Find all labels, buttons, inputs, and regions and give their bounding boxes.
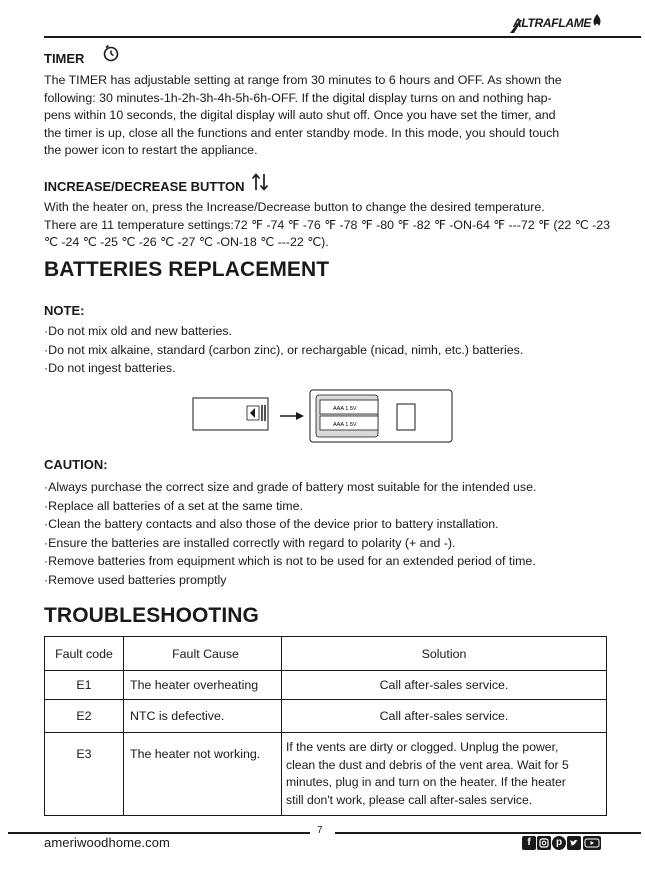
list-item: ·Ensure the batteries are installed correctly with regard to polarity (+ and -). <box>44 535 456 550</box>
timer-line: the power icon to restart the appliance. <box>44 143 258 157</box>
battery-label-1: AAA 1.5V <box>333 406 357 412</box>
timer-heading: TIMER <box>44 51 85 66</box>
fault-code-cell: E1 <box>45 671 124 700</box>
instagram-icon[interactable] <box>537 836 551 850</box>
list-item: ·Always purchase the correct size and grade of battery most suitable for the intended use. <box>44 480 537 494</box>
incdec-line: There are 11 temperature settings:72 ℉ -74 ℉ -76 ℉ -78 ℉ -80 ℉ -82 ℉ -ON-64 ℉ ---72 ℉ (22 ℃ -23 <box>44 217 610 232</box>
up-down-arrows-icon <box>250 172 270 197</box>
list-item: ·Do not ingest batteries. <box>44 361 176 375</box>
footer-rule-right <box>335 832 641 834</box>
batteries-heading: BATTERIES REPLACEMENT <box>44 258 330 281</box>
list-item: ·Do not mix alkaine, standard (carbon zinc), or rechargable (nicad, nimh, etc.) batteries. <box>44 342 524 357</box>
timer-line: pens within 10 seconds, the digital display will auto shut off. Once you have set the timer, and <box>44 108 556 122</box>
fault-cause-cell: The heater not working. <box>124 733 282 816</box>
twitter-icon[interactable] <box>567 836 581 850</box>
solution-line: clean the dust and debris of the vent area. Wait for 5 <box>286 757 569 772</box>
solution-cell <box>282 733 607 816</box>
battery-label-2: AAA 1.5V <box>333 422 357 428</box>
battery-replacement-diagram <box>192 388 454 449</box>
incdec-line: ℃ -24 ℃ -25 ℃ -26 ℃ -27 ℃ -ON-18 ℃ ---22 ℃). <box>44 235 329 249</box>
column-header-solution: Solution <box>282 637 607 671</box>
solution-cell: Call after-sales service. <box>282 671 607 700</box>
incdec-paragraph <box>44 199 634 252</box>
fault-cause-cell: The heater overheating <box>124 671 282 700</box>
solution-cell: Call after-sales service. <box>282 700 607 733</box>
table-row <box>45 700 607 733</box>
header-rule <box>44 36 641 38</box>
brand-flame-icon <box>592 14 602 33</box>
troubleshooting-table <box>44 636 607 816</box>
list-item: ·Remove used batteries promptly <box>44 572 227 587</box>
note-list <box>44 322 523 378</box>
pinterest-icon[interactable]: p <box>552 836 566 850</box>
note-heading: NOTE: <box>44 303 85 318</box>
list-item: ·Clean the battery contacts and also those of the device prior to battery installation. <box>44 517 499 531</box>
youtube-icon[interactable] <box>583 836 601 850</box>
column-header-fault-code: Fault code <box>45 637 124 671</box>
caution-list <box>44 478 536 589</box>
facebook-icon[interactable]: f <box>522 836 536 850</box>
timer-line: following: 30 minutes-1h-2h-3h-4h-5h-6h-OFF. If the digital display turns on and nothing hap- <box>44 90 552 105</box>
list-item: ·Do not mix old and new batteries. <box>44 324 233 338</box>
timer-line: the timer is up, close all the functions and enter standby mode. In this mode, you should touch <box>44 125 560 140</box>
list-item: ·Remove batteries from equipment which is not to be used for an extended period of time. <box>44 554 536 568</box>
timer-line: The TIMER has adjustable setting at range from 30 minutes to 6 hours and OFF. As shown the <box>44 73 562 87</box>
troubleshooting-heading: TROUBLESHOOTING <box>44 604 259 627</box>
table-row <box>45 671 607 700</box>
incdec-heading: INCREASE/DECREASE BUTTON <box>44 179 245 194</box>
timer-icon <box>102 44 120 67</box>
timer-paragraph <box>44 72 604 160</box>
solution-line: minutes, plug in and turn on the heater. If the heater <box>286 775 566 789</box>
fault-code-cell: E3 <box>45 733 124 816</box>
page-number: 7 <box>317 825 323 836</box>
brand-logo: ALTRAFLAME <box>513 16 592 30</box>
website-link[interactable]: ameriwoodhome.com <box>44 835 170 850</box>
solution-line: still don't work, please call after-sales service. <box>286 792 533 807</box>
list-item: ·Replace all batteries of a set at the same time. <box>44 498 303 513</box>
table-header-row <box>45 637 607 671</box>
solution-line: If the vents are dirty or clogged. Unplug the power, <box>286 740 559 754</box>
table-row <box>45 733 607 816</box>
column-header-fault-cause: Fault Cause <box>124 637 282 671</box>
fault-cause-cell: NTC is defective. <box>124 700 282 733</box>
footer-rule-left <box>8 832 310 834</box>
fault-code-cell: E2 <box>45 700 124 733</box>
incdec-line: With the heater on, press the Increase/Decrease button to change the desired temperature. <box>44 200 545 214</box>
caution-heading: CAUTION: <box>44 457 108 472</box>
